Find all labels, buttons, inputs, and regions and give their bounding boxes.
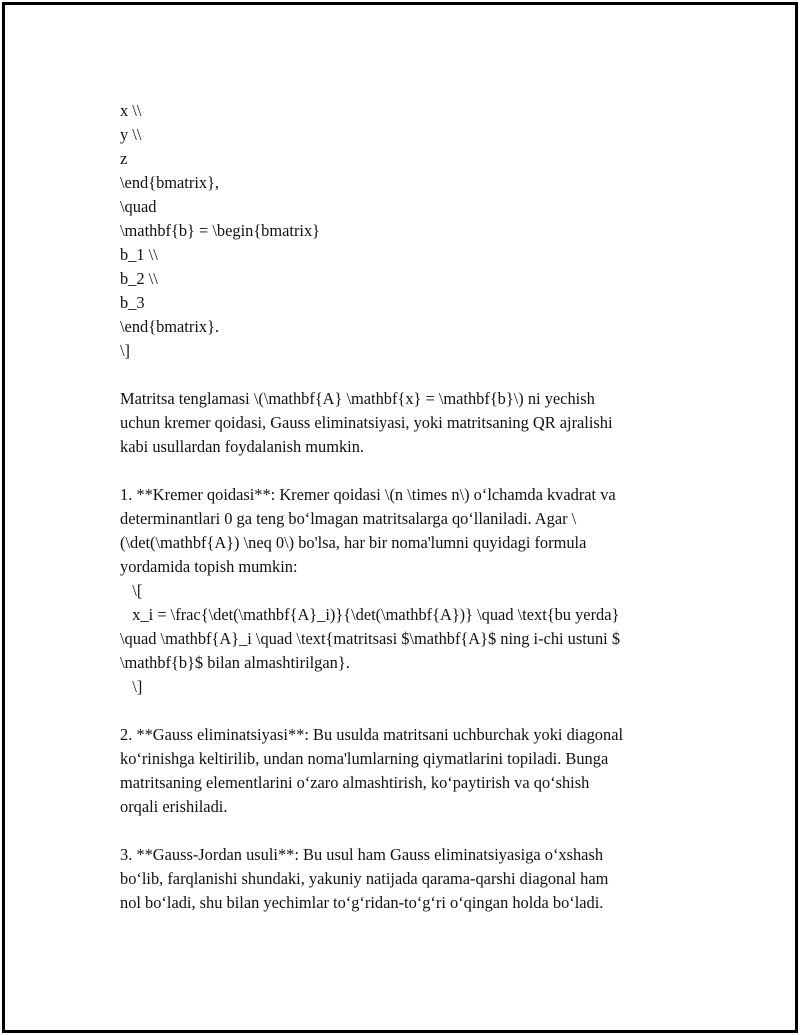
text-line: x \\: [120, 101, 142, 120]
text-line: Matritsa tenglamasi \(\mathbf{A} \mathbf{x} = \mathbf{b}\) ni yechish: [120, 389, 595, 408]
document-body: [120, 99, 700, 915]
text-line: matritsaning elementlarini o‘zaro almashtirish, ko‘paytirish va qo‘shish: [120, 773, 590, 792]
text-line: \quad: [120, 197, 157, 216]
text-line: z: [120, 149, 128, 168]
text-line: uchun kremer qoidasi, Gauss eliminatsiyasi, yoki matritsaning QR ajralishi: [120, 413, 613, 432]
blank-line: [120, 459, 700, 483]
text-line: x_i = \frac{\det(\mathbf{A}_i)}{\det(\mathbf{A})} \quad \text{bu yerda}: [120, 605, 620, 624]
text-line: \end{bmatrix},: [120, 173, 220, 192]
text-line: b_1 \\: [120, 245, 158, 264]
text-line: \mathbf{b}$ bilan almashtirilgan}.: [120, 653, 350, 672]
text-line: \quad \mathbf{A}_i \quad \text{matritsasi $\mathbf{A}$ ning i-chi ustuni $: [120, 629, 621, 648]
blank-line: [120, 819, 700, 843]
text-line: \]: [120, 677, 143, 696]
text-line: orqali erishiladi.: [120, 797, 228, 816]
blank-line: [120, 699, 700, 723]
text-line: \end{bmatrix}.: [120, 317, 220, 336]
text-line: bo‘lib, farqlanishi shundaki, yakuniy natijada qarama-qarshi diagonal ham: [120, 869, 609, 888]
text-line: 1. **Kremer qoidasi**: Kremer qoidasi \(n \times n\) o‘lchamda kvadrat va: [120, 485, 616, 504]
text-line: 3. **Gauss-Jordan usuli**: Bu usul ham Gauss eliminatsiyasiga o‘xshash: [120, 845, 604, 864]
text-line: (\det(\mathbf{A}) \neq 0\) bo'lsa, har bir noma'lumni quyidagi formula: [120, 533, 587, 552]
text-line: kabi usullardan foydalanish mumkin.: [120, 437, 364, 456]
text-line: yordamida topish mumkin:: [120, 557, 298, 576]
text-line: nol bo‘ladi, shu bilan yechimlar to‘g‘ridan-to‘g‘ri o‘qingan holda bo‘ladi.: [120, 893, 604, 912]
text-line: \mathbf{b} = \begin{bmatrix}: [120, 221, 321, 240]
text-line: determinantlari 0 ga teng bo‘lmagan matritsalarga qo‘llaniladi. Agar \: [120, 509, 577, 528]
text-line: ko‘rinishga keltirilib, undan noma'lumlarning qiymatlarini topiladi. Bunga: [120, 749, 609, 768]
text-line: b_3: [120, 293, 145, 312]
text-line: \[: [120, 581, 143, 600]
document-page: [2, 2, 798, 1033]
text-line: 2. **Gauss eliminatsiyasi**: Bu usulda matritsani uchburchak yoki diagonal: [120, 725, 624, 744]
text-line: b_2 \\: [120, 269, 158, 288]
text-line: \]: [120, 341, 131, 360]
blank-line: [120, 363, 700, 387]
text-line: y \\: [120, 125, 142, 144]
